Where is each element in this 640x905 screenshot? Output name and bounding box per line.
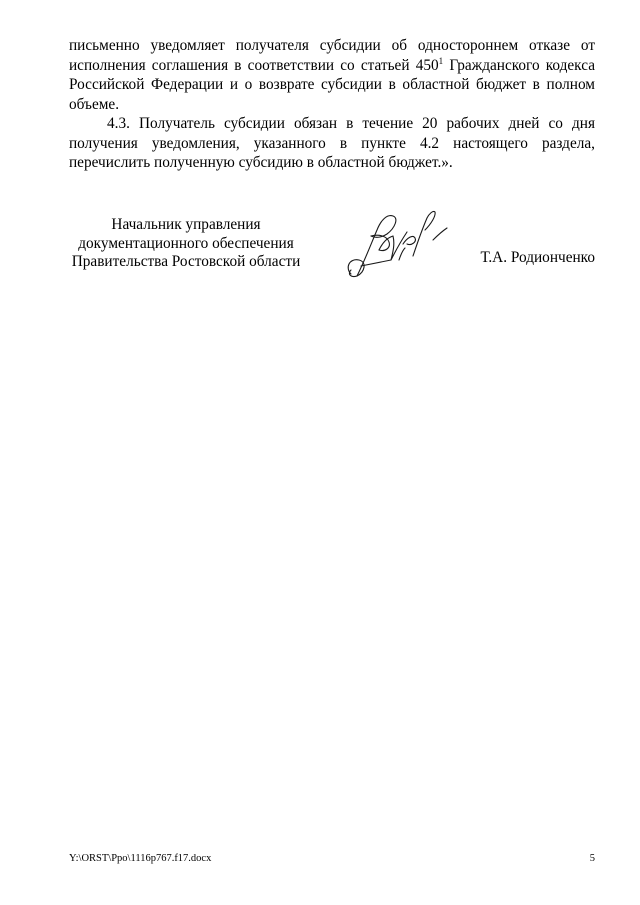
document-body xyxy=(69,36,595,173)
superscript-article-number: 1 xyxy=(438,55,444,66)
file-path: Y:\ORST\Ppo\1116p767.f17.docx xyxy=(69,853,212,864)
paragraph-text-tail: Гражданского кодекса Российской Федерации и о возврате субсидии в областной бюджет в полном объеме. xyxy=(69,56,596,113)
paragraph-continued xyxy=(69,36,595,114)
page-number: 5 xyxy=(589,853,595,864)
signatory-position-line: документационного обеспечения xyxy=(78,234,294,252)
signature-block xyxy=(69,216,595,276)
paragraph-4-3: 4.3. Получатель субсидии обязан в течение 20 рабочих дней со дня получения уведомления, указанного в пункте 4.2 настоящего раздела, перечислить полученную субсидию в областной бюджет.». xyxy=(69,115,595,171)
signatory-name: Т.А. Родионченко xyxy=(480,249,595,266)
signatory-position-line: Правительства Ростовской области xyxy=(71,253,301,270)
paragraph-text: письменно уведомляет получателя субсидии об одностороннем отказе от исполнения соглашения в соответствии со статьей 450 xyxy=(69,37,595,74)
signatory-position-line: Начальник управления xyxy=(111,216,261,233)
signatory-position xyxy=(69,216,303,272)
handwritten-signature xyxy=(341,204,453,284)
